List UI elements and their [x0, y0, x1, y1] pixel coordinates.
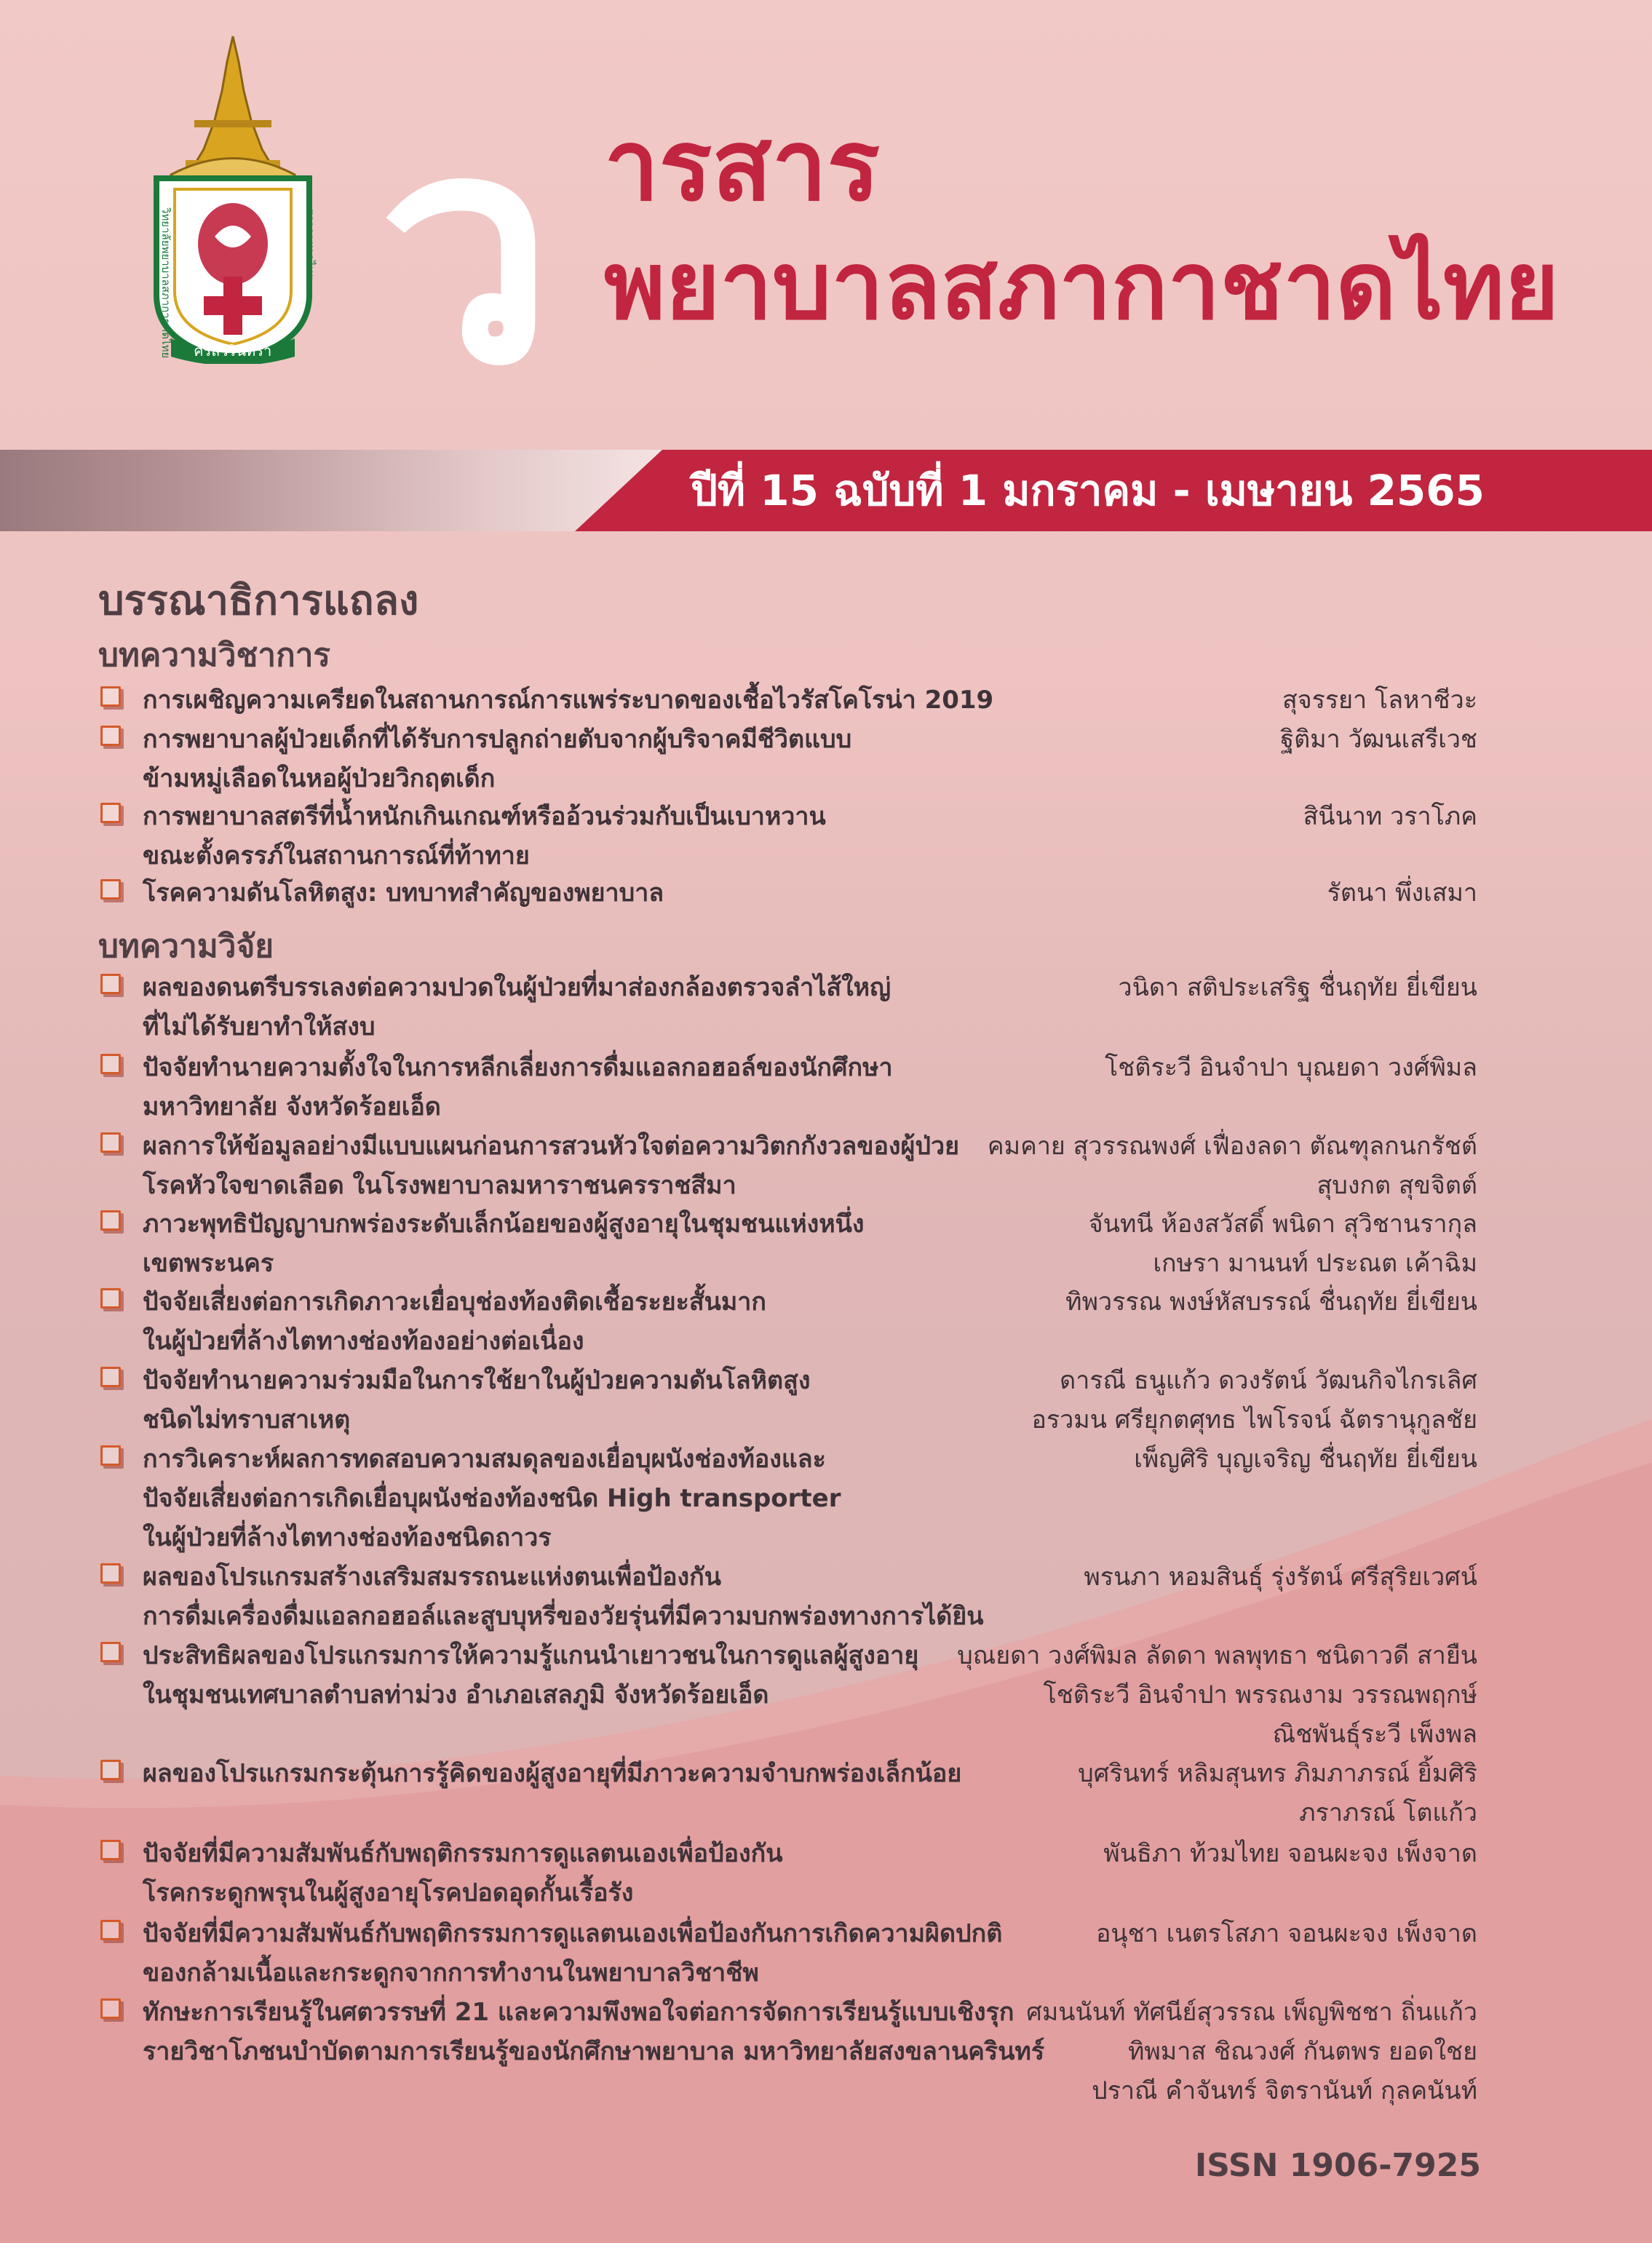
article-authors: เพ็ญศิริ บุญเจริญ ชื่นฤทัย ยี่เขียน	[1134, 1445, 1477, 1474]
article-title: ผลของดนตรีบรรเลงต่อความปวดในผู้ป่วยที่มาส่องกล้องตรวจลำไส้ใหญ่ ที่ไม่ได้รับยาทำให้สงบ	[143, 973, 891, 1041]
section-academic-heading: บทความวิชาการ	[98, 637, 331, 674]
editorial-heading: บรรณาธิการแถลง	[98, 577, 419, 624]
logo-ribbon-text: ศรีสวรินทิรา	[194, 342, 272, 360]
article-authors: รัตนา พึ่งเสมา	[1327, 878, 1477, 908]
article-title: การพยาบาลสตรีที่น้ำหนักเกินเกณฑ์หรืออ้วนร่วมกับเป็นเบาหวาน ขณะตั้งครรภ์ในสถานการณ์ที่ท้าทาย	[143, 802, 826, 870]
article-title: การวิเคราะห์ผลการทดสอบความสมดุลของเยื่อบุผนังช่องท้องและ ปัจจัยเสี่ยงต่อการเกิดเยื่อบุผนังช่องท้องชนิด High transporter ในผู้ป่วยที่ล้างไตทางช่องท้องชนิดถาวร	[143, 1445, 841, 1552]
article-title: ผลของโปรแกรมสร้างเสริมสมรรถนะแห่งตนเพื่อป้องกัน การดื่มเครื่องดื่มแอลกอฮอล์และสูบบุหรี่ของวัยรุ่นที่มีความบกพร่องทางการได้ยิน	[143, 1563, 984, 1631]
article-title: ผลการให้ข้อมูลอย่างมีแบบแผนก่อนการสวนหัวใจต่อความวิตกกังวลของผู้ป่วย โรคหัวใจขาดเลือด ในโรงพยาบาลมหาราชนครราชสีมา	[143, 1132, 960, 1200]
article-authors: วนิดา สติประเสริฐ ชื่นฤทัย ยี่เขียน	[1118, 973, 1477, 1002]
article-title: ประสิทธิผลของโปรแกรมการให้ความรู้แกนนำเยาวชนในการดูแลผู้สูงอายุ ในชุมชนเทศบาลตำบลท่าม่วง อำเภอเสลภูมิ จังหวัดร้อยเอ็ด	[143, 1641, 919, 1710]
article-authors: สินีนาท วราโภค	[1303, 802, 1477, 831]
article-authors: พรนภา หอมสินธุ์ รุ่งรัตน์ ศรีสุริยเวศน์	[1084, 1563, 1477, 1592]
checkbox-bullet-icon	[100, 1920, 121, 1940]
article-authors: พันธิภา ท้วมไทย จอนผะจง เพ็งจาด	[1103, 1839, 1477, 1868]
article-title: ปัจจัยทำนายความตั้งใจในการหลีกเลี่ยงการดื่มแอลกอฮอล์ของนักศึกษา มหาวิทยาลัย จังหวัดร้อยเอ็ด	[143, 1053, 893, 1122]
checkbox-bullet-icon	[100, 1054, 121, 1074]
logo-right-text: สภากาชาดไทย	[303, 207, 317, 280]
logo-emblem	[142, 33, 324, 364]
article-title: การพยาบาลผู้ป่วยเด็กที่ได้รับการปลูกถ่ายตับจากผู้บริจาคมีชีวิตแบบ ข้ามหมู่เลือดในหอผู้ป่วยวิกฤตเด็ก	[143, 725, 852, 793]
issn-number: ISSN 1906-7925	[1194, 2147, 1481, 2184]
article-title: ปัจจัยที่มีความสัมพันธ์กับพฤติกรรมการดูแลตนเองเพื่อป้องกัน โรคกระดูกพรุนในผู้สูงอายุโรคปอดอุดกั้นเรื้อรัง	[143, 1839, 783, 1907]
issue-band-gradient	[0, 450, 684, 531]
checkbox-bullet-icon	[100, 1367, 121, 1387]
article-authors: ดารณี ธนูแก้ว ดวงรัตน์ วัฒนกิจไกรเลิศ อรวมน ศรียุกตศุทธ ไพโรจน์ ฉัตรานุกูลชัย	[1031, 1366, 1477, 1434]
section-research-heading: บทความวิจัย	[98, 928, 274, 965]
checkbox-bullet-icon	[100, 1132, 121, 1153]
checkbox-bullet-icon	[100, 1998, 121, 2019]
article-authors: ฐิติมา วัฒนเสรีเวช	[1280, 725, 1477, 754]
article-authors: บุศรินทร์ หลิมสุนทร ภิมภาภรณ์ ยิ้มศิริ ภราภรณ์ โตแก้ว	[1078, 1759, 1477, 1827]
checkbox-bullet-icon	[100, 1445, 121, 1466]
checkbox-bullet-icon	[100, 1288, 121, 1309]
checkbox-bullet-icon	[100, 686, 121, 707]
article-authors: ศมนนันท์ ทัศนีย์สุวรรณ เพ็ญพิชชา ถิ่นแก้ว ทิพมาส ชิณวงศ์ กันตพร ยอดใชย ปราณี คำจันทร์ จิตรานันท์ กุลคนันท์	[1026, 1998, 1477, 2105]
checkbox-bullet-icon	[100, 974, 121, 994]
article-authors: คมคาย สุวรรณพงศ์ เฟื่องลดา ตัณฑุลกนกรัชต์ สุบงกต สุขจิตต์	[987, 1132, 1477, 1200]
article-title: ทักษะการเรียนรู้ในศตวรรษที่ 21 และความพึงพอใจต่อการจัดการเรียนรู้แบบเชิงรุก รายวิชาโภชนบำบัดตามการเรียนรู้ของนักศึกษาพยาบาล มหาวิทยาลัยสงขลานครินทร์	[143, 1998, 1045, 2066]
article-authors: อนุชา เนตรโสภา จอนผะจง เพ็งจาด	[1096, 1919, 1477, 1948]
checkbox-bullet-icon	[100, 726, 121, 746]
checkbox-bullet-icon	[100, 803, 121, 823]
crown-icon	[171, 36, 295, 189]
article-authors: สุจรรยา โลหาชีวะ	[1282, 686, 1477, 715]
masthead-title-line2: พยาบาลสภากาชาดไทย	[604, 232, 1560, 341]
checkbox-bullet-icon	[100, 1840, 121, 1860]
masthead-big-char: ว	[378, 69, 555, 433]
logo-left-text: วิทยาลัยพยาบาลสภากาชาดไทย	[159, 207, 172, 359]
article-title: โรคความดันโลหิตสูง: บทบาทสำคัญของพยาบาล	[143, 878, 664, 908]
checkbox-bullet-icon	[100, 1760, 121, 1780]
article-title: การเผชิญความเครียดในสถานการณ์การแพร่ระบาดของเชื้อไวรัสโคโรน่า 2019	[143, 686, 994, 715]
checkbox-bullet-icon	[100, 879, 121, 900]
article-title: ปัจจัยทำนายความร่วมมือในการใช้ยาในผู้ป่วยความดันโลหิตสูง ชนิดไม่ทราบสาเหตุ	[143, 1366, 811, 1434]
article-title: ผลของโปรแกรมกระตุ้นการรู้คิดของผู้สูงอายุที่มีภาวะความจำบกพร่องเล็กน้อย	[143, 1759, 962, 1788]
article-authors: โชติระวี อินจำปา บุณยดา วงศ์พิมล	[1105, 1053, 1477, 1082]
article-title: ปัจจัยที่มีความสัมพันธ์กับพฤติกรรมการดูแลตนเองเพื่อป้องกันการเกิดความผิดปกติ ของกล้ามเนื้อและกระดูกจากการทำงานในพยาบาลวิชาชีพ	[143, 1919, 1003, 1988]
masthead-title-line1: ารสาร	[604, 108, 881, 223]
article-title: ปัจจัยเสี่ยงต่อการเกิดภาวะเยื่อบุช่องท้องติดเชื้อระยะสั้นมาก ในผู้ป่วยที่ล้างไตทางช่องท้องอย่างต่อเนื่อง	[143, 1287, 766, 1356]
issue-band	[0, 450, 1652, 531]
article-authors: จันทนี ห้องสวัสดิ์ พนิดา สุวิชานรากุล เกษรา มานนท์ ประณต เค้าฉิม	[1088, 1210, 1477, 1278]
article-authors: บุณยดา วงศ์พิมล ลัดดา พลพุทธา ชนิดาวดี สายืน โชติระวี อินจำปา พรรณงาม วรรณพฤกษ์ ณิชพันธุ์ระวี เพ็งพล	[957, 1641, 1477, 1749]
issue-text: ปีที่ 15 ฉบับที่ 1 มกราคม - เมษายน 2565	[691, 466, 1485, 515]
checkbox-bullet-icon	[100, 1642, 121, 1662]
checkbox-bullet-icon	[100, 1210, 121, 1231]
article-title: ภาวะพุทธิปัญญาบกพร่องระดับเล็กน้อยของผู้สูงอายุในชุมชนแห่งหนึ่ง เขตพระนคร	[143, 1210, 865, 1278]
checkbox-bullet-icon	[100, 1563, 121, 1584]
article-authors: ทิพวรรณ พงษ์หัสบรรณ์ ชื่นฤทัย ยี่เขียน	[1065, 1287, 1477, 1317]
